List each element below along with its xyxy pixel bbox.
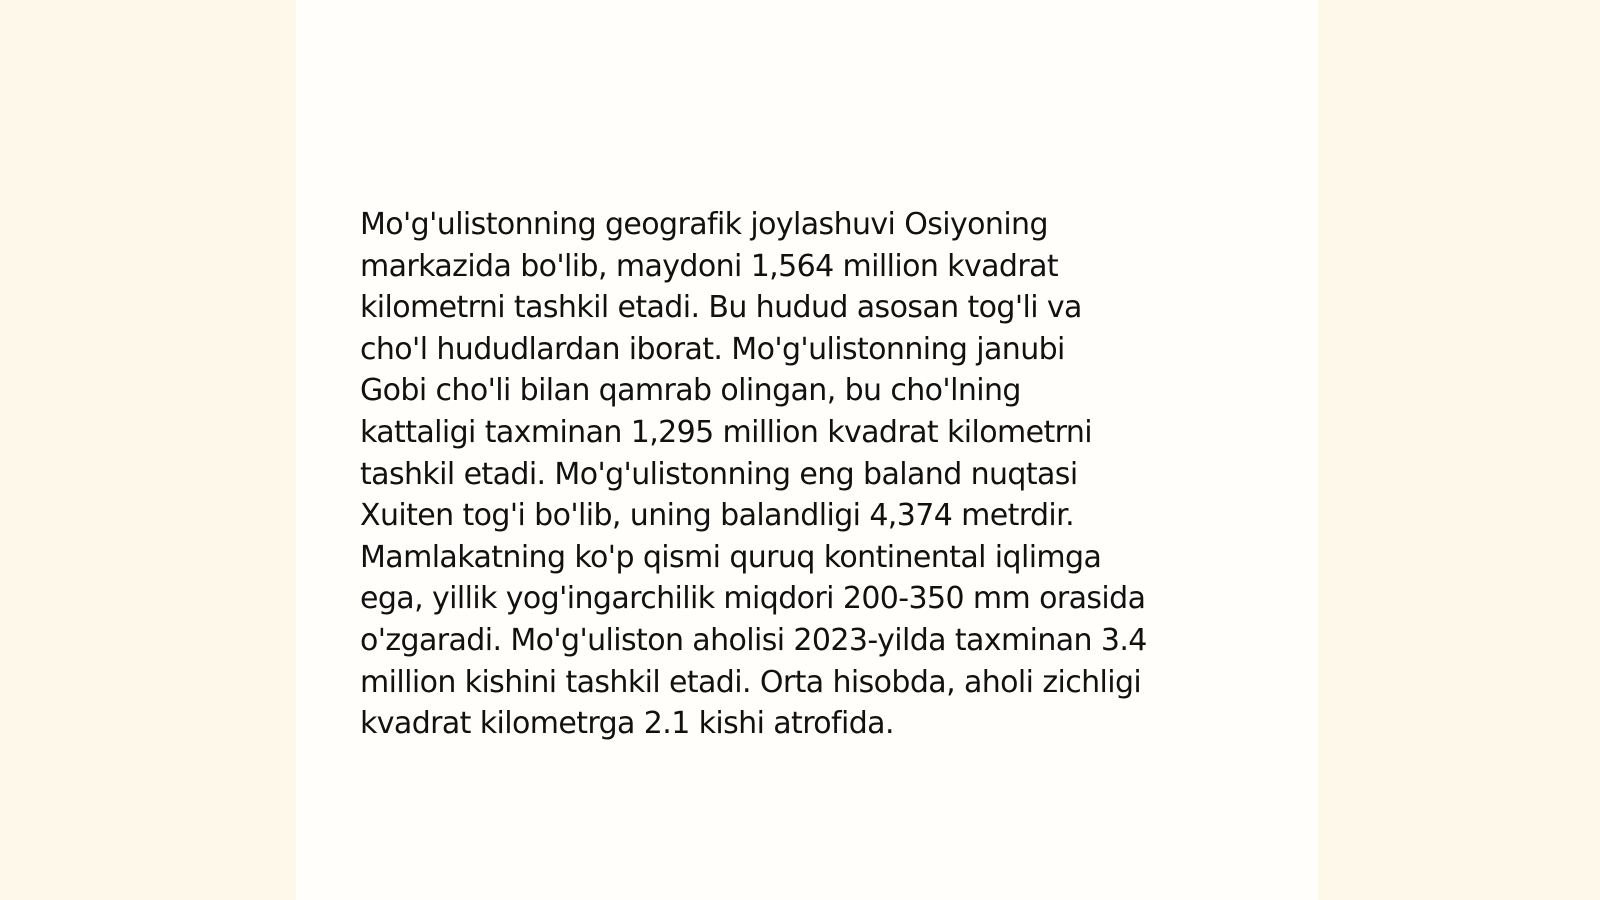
body-paragraph: Mo'g'ulistonning geografik joylashuvi Osiyoning markazida bo'lib, maydoni 1,564 million kvadrat kilometrni tashkil etadi. Bu hudud asosan tog'li va cho'l hududlardan iborat. Mo'g'ulistonning janubi Gobi cho'li bilan qamrab olingan, bu cho'lning kattaligi taxminan 1,295 million kvadrat kilometrni tashkil etadi. Mo'g'ulistonning eng baland nuqtasi Xuiten tog'i bo'lib, uning balandligi 4,374 metrdir. Mamlakatning ko'p qismi quruq kontinental iqlimga ega, yillik yog'ingarchilik miqdori 200-350 mm orasida o'zgaradi. Mo'g'uliston aholisi 2023-yilda taxminan 3.4 million kishini tashkil etadi. Orta hisobda, aholi zichligi kvadrat kilometrga 2.1 kishi atrofida. (360, 207, 1147, 742)
document-page (296, 0, 1318, 900)
